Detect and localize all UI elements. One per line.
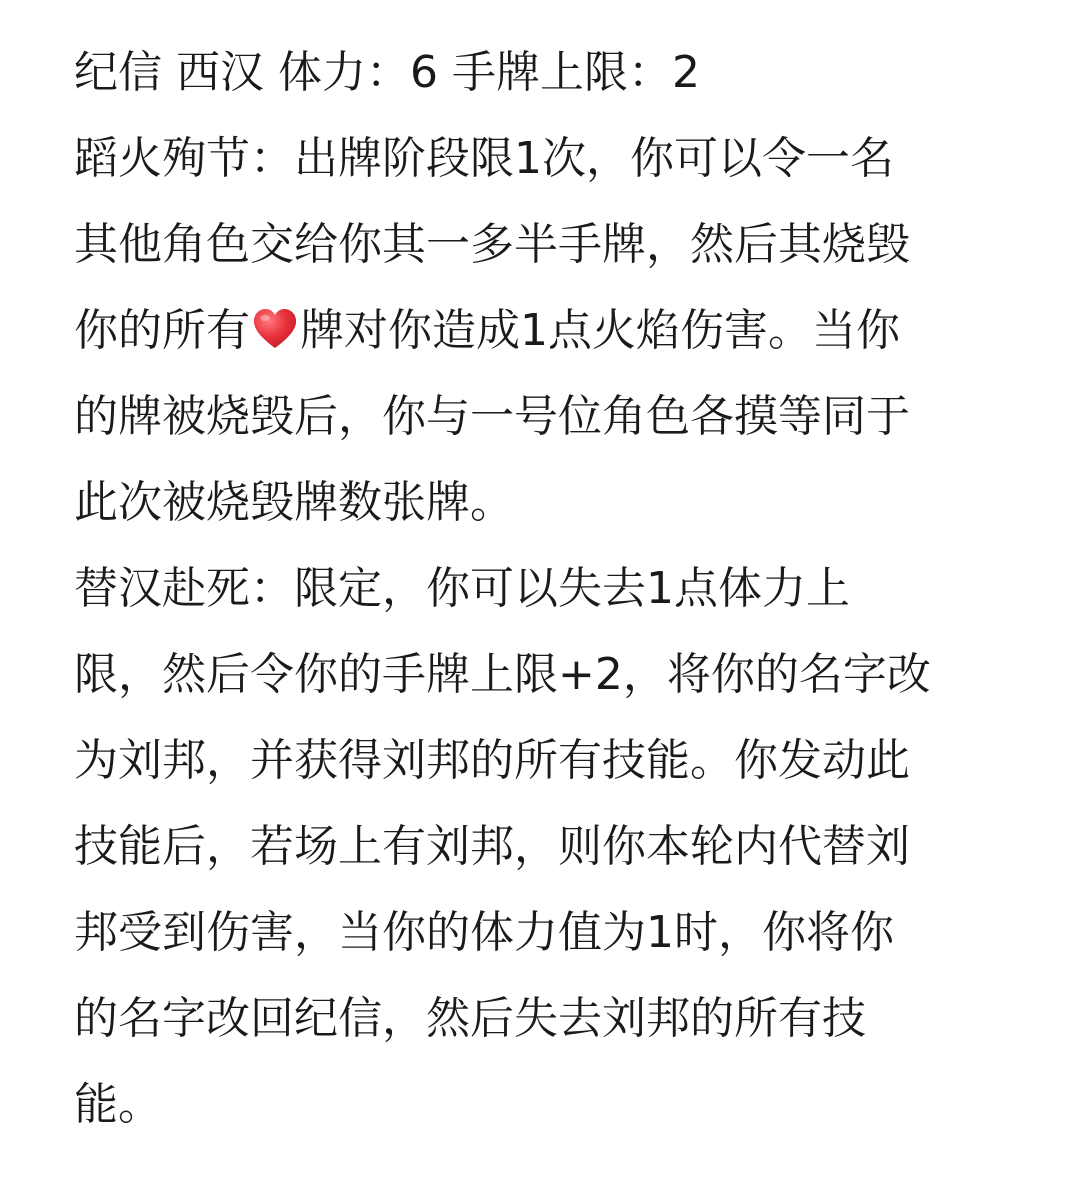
text-line-with-heart xyxy=(74,288,1004,374)
text-line: 为刘邦，并获得刘邦的所有技能。你发动此 xyxy=(74,735,910,786)
text-line: 邦受到伤害，当你的体力值为1时，你将你 xyxy=(74,907,894,958)
text-line: 的名字改回纪信，然后失去刘邦的所有技 xyxy=(74,993,866,1044)
text-segment: 牌对你造成1点火焰伤害。当你 xyxy=(300,305,900,356)
text-line: 蹈火殉节：出牌阶段限1次，你可以令一名 xyxy=(74,133,894,184)
text-line: 其他角色交给你其一多半手牌，然后其烧毁 xyxy=(74,219,910,270)
heart-icon xyxy=(252,307,298,351)
text-line: 技能后，若场上有刘邦，则你本轮内代替刘 xyxy=(74,821,910,872)
text-segment: 你的所有 xyxy=(74,305,250,356)
post-body xyxy=(74,30,1004,1148)
text-line: 的牌被烧毁后，你与一号位角色各摸等同于 xyxy=(74,391,910,442)
text-line: 替汉赴死：限定，你可以失去1点体力上 xyxy=(74,563,850,614)
text-line: 能。 xyxy=(74,1079,162,1130)
text-line: 限，然后令你的手牌上限+2，将你的名字改 xyxy=(74,649,931,700)
text-line: 此次被烧毁牌数张牌。 xyxy=(74,477,514,528)
text-line-title: 纪信 西汉 体力：6 手牌上限：2 xyxy=(74,47,700,98)
